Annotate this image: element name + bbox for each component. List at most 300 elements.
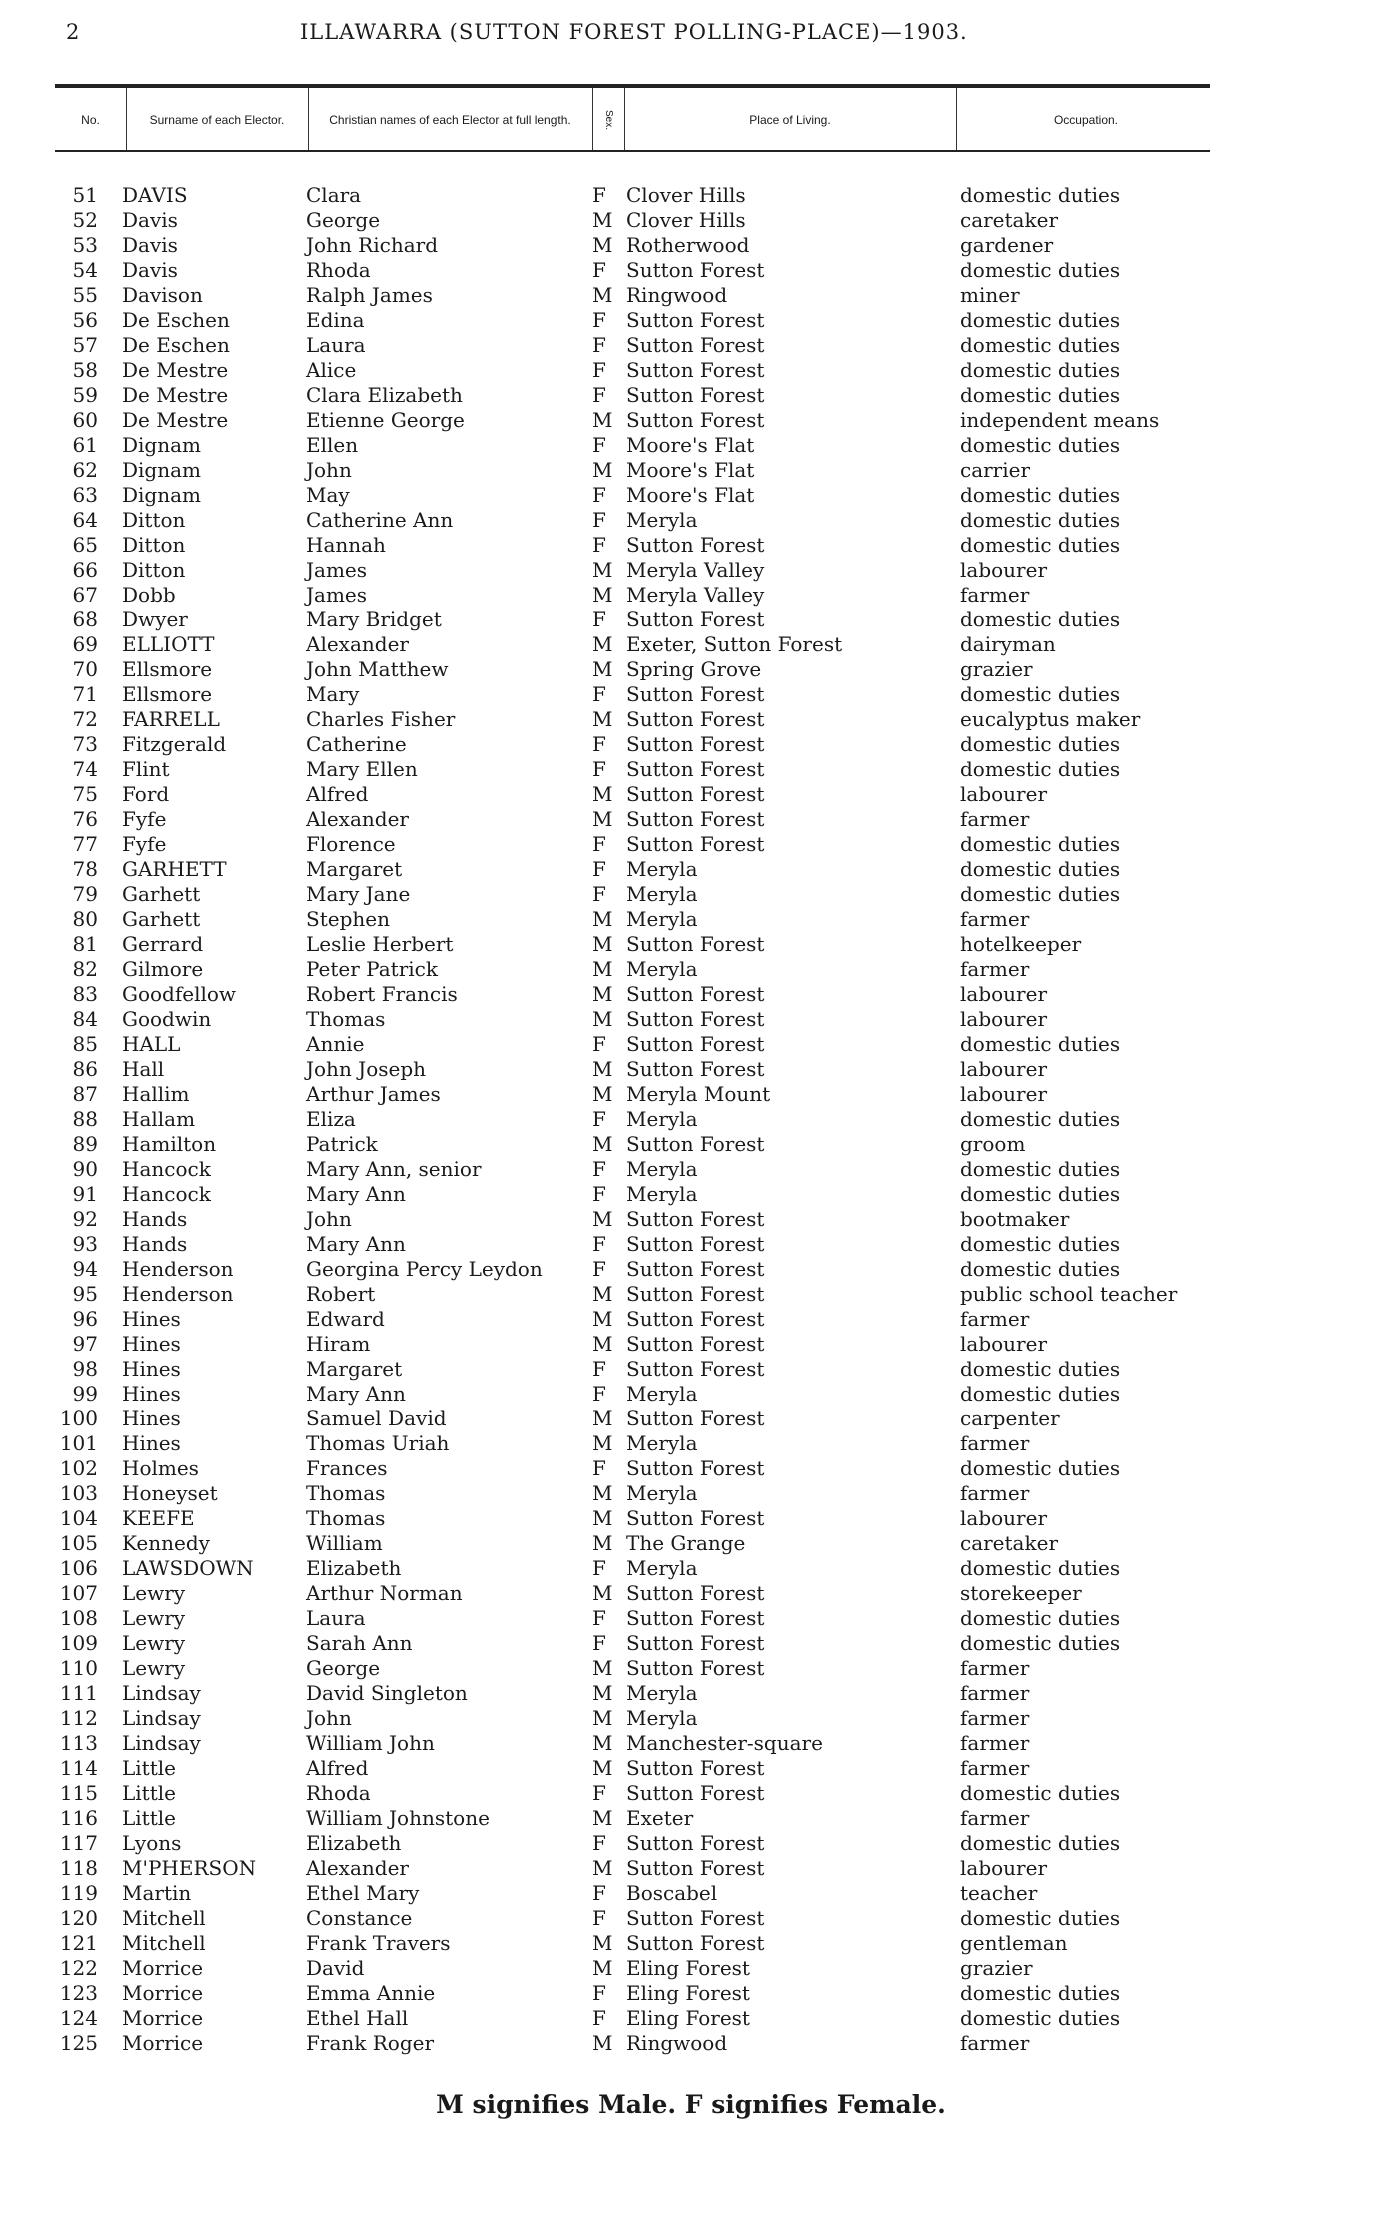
- elector-place-of-living: Sutton Forest: [626, 782, 765, 807]
- column-header-place: Place of Living.: [749, 113, 831, 127]
- elector-number: 114: [59, 1756, 98, 1781]
- elector-occupation: farmer: [960, 1306, 1030, 1331]
- table-row: [0, 458, 1382, 483]
- elector-occupation: domestic duties: [960, 1606, 1121, 1631]
- elector-surname: Little: [122, 1756, 176, 1781]
- elector-surname: GARHETT: [122, 857, 227, 882]
- elector-place-of-living: Sutton Forest: [626, 732, 765, 757]
- elector-occupation: caretaker: [960, 207, 1058, 232]
- elector-surname: Ellsmore: [122, 682, 213, 707]
- elector-occupation: domestic duties: [960, 1031, 1121, 1056]
- elector-occupation: labourer: [960, 1081, 1048, 1106]
- elector-occupation: domestic duties: [960, 183, 1121, 207]
- elector-sex: M: [592, 1406, 613, 1431]
- elector-surname: Little: [122, 1781, 176, 1805]
- elector-occupation: domestic duties: [960, 1156, 1121, 1181]
- elector-surname: Lyons: [122, 1830, 182, 1855]
- table-row: [0, 1931, 1382, 1956]
- elector-occupation: labourer: [960, 1056, 1048, 1081]
- elector-occupation: independent means: [960, 407, 1160, 432]
- elector-christian-names: Constance: [306, 1905, 413, 1930]
- elector-occupation: domestic duties: [960, 507, 1121, 532]
- elector-christian-names: Laura: [306, 332, 366, 357]
- elector-surname: De Eschen: [122, 332, 230, 357]
- elector-number: 79: [72, 882, 98, 907]
- elector-surname: Flint: [122, 757, 170, 782]
- elector-place-of-living: Ringwood: [626, 282, 728, 307]
- elector-christian-names: Eliza: [306, 1106, 356, 1131]
- elector-occupation: farmer: [960, 1681, 1030, 1706]
- elector-occupation: labourer: [960, 782, 1048, 807]
- table-row: [0, 682, 1382, 707]
- elector-occupation: farmer: [960, 1756, 1030, 1781]
- elector-place-of-living: Meryla: [626, 1556, 698, 1581]
- elector-sex: F: [592, 382, 606, 407]
- table-row: [0, 1581, 1382, 1606]
- elector-sex: M: [592, 932, 613, 957]
- elector-sex: F: [592, 357, 606, 382]
- elector-sex: M: [592, 232, 613, 257]
- elector-place-of-living: Sutton Forest: [626, 1306, 765, 1331]
- elector-occupation: farmer: [960, 2030, 1030, 2055]
- table-row: [0, 1382, 1382, 1407]
- elector-sex: F: [592, 1456, 606, 1481]
- elector-place-of-living: Meryla: [626, 1481, 698, 1506]
- elector-surname: Henderson: [122, 1256, 234, 1281]
- elector-place-of-living: Meryla Valley: [626, 557, 765, 582]
- elector-number: 67: [72, 582, 98, 607]
- table-row: [0, 1781, 1382, 1806]
- elector-place-of-living: Ringwood: [626, 2030, 728, 2055]
- elector-occupation: domestic duties: [960, 2005, 1121, 2030]
- table-row: [0, 757, 1382, 782]
- elector-surname: Henderson: [122, 1281, 234, 1306]
- elector-sex: M: [592, 1081, 613, 1106]
- elector-number: 93: [72, 1231, 98, 1256]
- elector-christian-names: John: [306, 457, 352, 482]
- table-row: [0, 1107, 1382, 1132]
- elector-surname: Mitchell: [122, 1930, 206, 1955]
- elector-christian-names: Rhoda: [306, 257, 371, 282]
- elector-number: 108: [59, 1606, 98, 1631]
- elector-place-of-living: Sutton Forest: [626, 1930, 765, 1955]
- elector-sex: M: [592, 1581, 613, 1606]
- elector-surname: Dwyer: [122, 607, 188, 632]
- column-divider: [592, 88, 593, 150]
- table-row: [0, 508, 1382, 533]
- elector-number: 89: [72, 1131, 98, 1156]
- elector-christian-names: Ethel Mary: [306, 1880, 420, 1905]
- table-row: [0, 857, 1382, 882]
- table-row: [0, 1082, 1382, 1107]
- elector-christian-names: Alexander: [306, 807, 409, 832]
- elector-occupation: domestic duties: [960, 1980, 1121, 2005]
- elector-sex: M: [592, 557, 613, 582]
- elector-surname: LAWSDOWN: [122, 1556, 254, 1581]
- column-divider: [126, 88, 127, 150]
- elector-sex: F: [592, 1181, 606, 1206]
- elector-surname: Morrice: [122, 1955, 204, 1980]
- elector-surname: Morrice: [122, 2005, 204, 2030]
- elector-christian-names: William Johnstone: [306, 1805, 490, 1830]
- elector-number: 116: [59, 1805, 98, 1830]
- elector-occupation: labourer: [960, 1006, 1048, 1031]
- table-row: [0, 233, 1382, 258]
- elector-occupation: caretaker: [960, 1531, 1058, 1556]
- elector-place-of-living: Meryla: [626, 1181, 698, 1206]
- elector-place-of-living: Sutton Forest: [626, 357, 765, 382]
- elector-christian-names: George: [306, 1656, 381, 1681]
- elector-place-of-living: Sutton Forest: [626, 757, 765, 782]
- elector-christian-names: Thomas: [306, 1506, 386, 1531]
- header-bottom-rule: [55, 150, 1210, 152]
- elector-christian-names: David Singleton: [306, 1681, 468, 1706]
- elector-number: 109: [59, 1631, 98, 1656]
- elector-sex: F: [592, 1980, 606, 2005]
- elector-christian-names: Frances: [306, 1456, 388, 1481]
- elector-occupation: domestic duties: [960, 1631, 1121, 1656]
- elector-number: 107: [59, 1581, 98, 1606]
- elector-christian-names: Rhoda: [306, 1781, 371, 1805]
- elector-sex: F: [592, 1106, 606, 1131]
- elector-christian-names: Edward: [306, 1306, 385, 1331]
- elector-surname: Little: [122, 1805, 176, 1830]
- elector-occupation: domestic duties: [960, 357, 1121, 382]
- elector-place-of-living: Sutton Forest: [626, 607, 765, 632]
- elector-number: 81: [72, 932, 98, 957]
- elector-christian-names: Robert Francis: [306, 982, 458, 1006]
- elector-christian-names: Edina: [306, 307, 365, 332]
- elector-occupation: domestic duties: [960, 382, 1121, 407]
- elector-christian-names: Samuel David: [306, 1406, 447, 1431]
- elector-christian-names: David: [306, 1955, 365, 1980]
- elector-surname: Hines: [122, 1381, 181, 1406]
- elector-place-of-living: Sutton Forest: [626, 932, 765, 957]
- elector-number: 61: [72, 432, 98, 457]
- elector-surname: Morrice: [122, 1980, 204, 2005]
- elector-number: 113: [59, 1731, 98, 1756]
- elector-sex: M: [592, 1805, 613, 1830]
- elector-number: 57: [72, 332, 98, 357]
- elector-christian-names: John Richard: [306, 232, 439, 257]
- elector-christian-names: Thomas: [306, 1481, 386, 1506]
- elector-surname: Ford: [122, 782, 170, 807]
- elector-christian-names: Clara Elizabeth: [306, 382, 463, 407]
- elector-occupation: labourer: [960, 982, 1048, 1006]
- table-row: [0, 1307, 1382, 1332]
- elector-place-of-living: Moore's Flat: [626, 482, 755, 507]
- elector-sex: F: [592, 832, 606, 857]
- elector-sex: M: [592, 207, 613, 232]
- elector-sex: M: [592, 1481, 613, 1506]
- elector-christian-names: Clara: [306, 183, 362, 207]
- elector-place-of-living: Eling Forest: [626, 1955, 750, 1980]
- table-row: [0, 558, 1382, 583]
- table-row: [0, 258, 1382, 283]
- elector-christian-names: James: [306, 557, 368, 582]
- elector-surname: Mitchell: [122, 1905, 206, 1930]
- elector-place-of-living: Meryla: [626, 507, 698, 532]
- elector-occupation: domestic duties: [960, 682, 1121, 707]
- elector-surname: Dobb: [122, 582, 176, 607]
- elector-place-of-living: Meryla: [626, 1381, 698, 1406]
- elector-surname: Goodfellow: [122, 982, 237, 1006]
- elector-number: 104: [59, 1506, 98, 1531]
- elector-sex: M: [592, 1681, 613, 1706]
- elector-surname: Honeyset: [122, 1481, 218, 1506]
- elector-surname: Hands: [122, 1231, 188, 1256]
- elector-number: 105: [59, 1531, 98, 1556]
- elector-place-of-living: Sutton Forest: [626, 682, 765, 707]
- elector-place-of-living: Sutton Forest: [626, 1506, 765, 1531]
- elector-occupation: domestic duties: [960, 1256, 1121, 1281]
- elector-occupation: labourer: [960, 1506, 1048, 1531]
- elector-surname: Fyfe: [122, 832, 167, 857]
- sex-legend: M signifies Male. F signifies Female.: [436, 2090, 946, 2119]
- elector-christian-names: John: [306, 1206, 352, 1231]
- elector-sex: M: [592, 707, 613, 732]
- elector-surname: Dignam: [122, 457, 202, 482]
- table-row: [0, 1656, 1382, 1681]
- elector-christian-names: Stephen: [306, 907, 390, 932]
- elector-surname: Lindsay: [122, 1706, 201, 1731]
- elector-place-of-living: Sutton Forest: [626, 307, 765, 332]
- elector-place-of-living: Meryla Valley: [626, 582, 765, 607]
- elector-place-of-living: Eling Forest: [626, 2005, 750, 2030]
- elector-sex: M: [592, 807, 613, 832]
- elector-occupation: farmer: [960, 582, 1030, 607]
- elector-christian-names: Peter Patrick: [306, 957, 438, 982]
- elector-sex: F: [592, 607, 606, 632]
- table-row: [0, 732, 1382, 757]
- table-row: [0, 1956, 1382, 1981]
- elector-number: 54: [72, 257, 98, 282]
- elector-occupation: public school teacher: [960, 1281, 1178, 1306]
- elector-sex: F: [592, 1556, 606, 1581]
- elector-christian-names: Margaret: [306, 857, 403, 882]
- elector-place-of-living: Sutton Forest: [626, 532, 765, 557]
- elector-number: 70: [72, 657, 98, 682]
- elector-occupation: domestic duties: [960, 1905, 1121, 1930]
- elector-surname: Davis: [122, 232, 178, 257]
- elector-sex: M: [592, 457, 613, 482]
- elector-surname: Lewry: [122, 1631, 186, 1656]
- elector-place-of-living: Sutton Forest: [626, 1256, 765, 1281]
- elector-surname: Lewry: [122, 1606, 186, 1631]
- elector-surname: Kennedy: [122, 1531, 210, 1556]
- elector-christian-names: Mary Bridget: [306, 607, 442, 632]
- elector-sex: F: [592, 757, 606, 782]
- elector-occupation: domestic duties: [960, 257, 1121, 282]
- elector-place-of-living: Sutton Forest: [626, 407, 765, 432]
- elector-number: 69: [72, 632, 98, 657]
- elector-occupation: domestic duties: [960, 1556, 1121, 1581]
- elector-place-of-living: Meryla: [626, 1431, 698, 1456]
- elector-occupation: farmer: [960, 1731, 1030, 1756]
- elector-sex: F: [592, 507, 606, 532]
- elector-number: 74: [72, 757, 98, 782]
- elector-christian-names: Mary Jane: [306, 882, 411, 907]
- table-row: [0, 1207, 1382, 1232]
- table-row: [0, 533, 1382, 558]
- elector-surname: Hall: [122, 1056, 165, 1081]
- elector-christian-names: May: [306, 482, 350, 507]
- column-header-surname: Surname of each Elector.: [149, 113, 285, 127]
- elector-surname: Hines: [122, 1431, 181, 1456]
- elector-surname: Gilmore: [122, 957, 204, 982]
- column-header-no: No.: [81, 113, 100, 127]
- elector-christian-names: James: [306, 582, 368, 607]
- table-row: [0, 1706, 1382, 1731]
- elector-sex: M: [592, 1281, 613, 1306]
- elector-christian-names: Mary Ellen: [306, 757, 418, 782]
- elector-place-of-living: Sutton Forest: [626, 1756, 765, 1781]
- table-row: [0, 583, 1382, 608]
- elector-number: 106: [59, 1556, 98, 1581]
- elector-christian-names: Ellen: [306, 432, 359, 457]
- elector-number: 77: [72, 832, 98, 857]
- elector-sex: F: [592, 1880, 606, 1905]
- table-row: [0, 483, 1382, 508]
- table-row: [0, 782, 1382, 807]
- elector-sex: F: [592, 1231, 606, 1256]
- elector-occupation: domestic duties: [960, 532, 1121, 557]
- elector-christian-names: Elizabeth: [306, 1556, 402, 1581]
- elector-place-of-living: Meryla: [626, 957, 698, 982]
- table-row: [0, 632, 1382, 657]
- elector-occupation: teacher: [960, 1880, 1038, 1905]
- elector-sex: F: [592, 1631, 606, 1656]
- elector-sex: M: [592, 1431, 613, 1456]
- elector-number: 58: [72, 357, 98, 382]
- elector-christian-names: Catherine Ann: [306, 507, 454, 532]
- elector-number: 82: [72, 957, 98, 982]
- elector-number: 75: [72, 782, 98, 807]
- elector-sex: F: [592, 332, 606, 357]
- elector-number: 117: [59, 1830, 98, 1855]
- elector-occupation: farmer: [960, 1481, 1030, 1506]
- elector-christian-names: Etienne George: [306, 407, 465, 432]
- table-row: [0, 1556, 1382, 1581]
- elector-occupation: domestic duties: [960, 1381, 1121, 1406]
- elector-sex: M: [592, 2030, 613, 2055]
- elector-sex: M: [592, 1930, 613, 1955]
- elector-surname: Ditton: [122, 532, 186, 557]
- elector-christian-names: Georgina Percy Leydon: [306, 1256, 543, 1281]
- elector-place-of-living: Meryla: [626, 1106, 698, 1131]
- elector-surname: Lewry: [122, 1581, 186, 1606]
- elector-number: 51: [72, 183, 98, 207]
- elector-number: 119: [59, 1880, 98, 1905]
- table-row: [0, 1232, 1382, 1257]
- table-row: [0, 308, 1382, 333]
- elector-number: 63: [72, 482, 98, 507]
- table-row: [0, 607, 1382, 632]
- elector-place-of-living: Sutton Forest: [626, 1031, 765, 1056]
- elector-place-of-living: The Grange: [626, 1531, 746, 1556]
- elector-christian-names: Arthur Norman: [306, 1581, 463, 1606]
- elector-number: 86: [72, 1056, 98, 1081]
- elector-sex: M: [592, 1131, 613, 1156]
- elector-christian-names: Sarah Ann: [306, 1631, 413, 1656]
- elector-surname: Hines: [122, 1306, 181, 1331]
- elector-number: 95: [72, 1281, 98, 1306]
- elector-occupation: domestic duties: [960, 1781, 1121, 1805]
- elector-sex: F: [592, 1356, 606, 1381]
- elector-place-of-living: Meryla: [626, 907, 698, 932]
- elector-number: 73: [72, 732, 98, 757]
- table-row: [0, 932, 1382, 957]
- table-row: [0, 832, 1382, 857]
- elector-place-of-living: Rotherwood: [626, 232, 750, 257]
- elector-surname: Garhett: [122, 907, 201, 932]
- elector-number: 59: [72, 382, 98, 407]
- elector-christian-names: John Joseph: [306, 1056, 427, 1081]
- elector-occupation: domestic duties: [960, 432, 1121, 457]
- table-row: [0, 1806, 1382, 1831]
- elector-number: 115: [59, 1781, 98, 1805]
- elector-place-of-living: Spring Grove: [626, 657, 762, 682]
- table-row: [0, 1631, 1382, 1656]
- elector-place-of-living: Eling Forest: [626, 1980, 750, 2005]
- elector-number: 56: [72, 307, 98, 332]
- elector-occupation: domestic duties: [960, 832, 1121, 857]
- table-row: [0, 1531, 1382, 1556]
- elector-christian-names: George: [306, 207, 381, 232]
- table-row: [0, 1007, 1382, 1032]
- elector-surname: HALL: [122, 1031, 181, 1056]
- elector-place-of-living: Sutton Forest: [626, 807, 765, 832]
- elector-sex: M: [592, 1955, 613, 1980]
- elector-sex: M: [592, 1531, 613, 1556]
- elector-place-of-living: Sutton Forest: [626, 1855, 765, 1880]
- elector-christian-names: Catherine: [306, 732, 407, 757]
- elector-number: 90: [72, 1156, 98, 1181]
- elector-christian-names: Robert: [306, 1281, 376, 1306]
- electors-list: [0, 183, 1382, 2056]
- elector-sex: F: [592, 432, 606, 457]
- elector-surname: Martin: [122, 1880, 192, 1905]
- elector-christian-names: Florence: [306, 832, 396, 857]
- elector-number: 111: [59, 1681, 98, 1706]
- elector-surname: Hines: [122, 1356, 181, 1381]
- table-row: [0, 1157, 1382, 1182]
- elector-sex: F: [592, 1781, 606, 1805]
- elector-surname: Fyfe: [122, 807, 167, 832]
- column-header-occupation: Occupation.: [1053, 113, 1119, 127]
- elector-number: 110: [59, 1656, 98, 1681]
- elector-surname: M'PHERSON: [122, 1855, 257, 1880]
- elector-christian-names: William John: [306, 1731, 435, 1756]
- elector-place-of-living: Meryla: [626, 1706, 698, 1731]
- elector-place-of-living: Sutton Forest: [626, 832, 765, 857]
- elector-place-of-living: Sutton Forest: [626, 382, 765, 407]
- elector-sex: M: [592, 1056, 613, 1081]
- elector-place-of-living: Sutton Forest: [626, 332, 765, 357]
- header-top-rule: [55, 84, 1210, 88]
- elector-place-of-living: Sutton Forest: [626, 707, 765, 732]
- elector-occupation: gentleman: [960, 1930, 1068, 1955]
- elector-number: 52: [72, 207, 98, 232]
- elector-occupation: labourer: [960, 1331, 1048, 1356]
- elector-christian-names: Leslie Herbert: [306, 932, 454, 957]
- elector-place-of-living: Clover Hills: [626, 183, 746, 207]
- table-row: [0, 383, 1382, 408]
- elector-sex: M: [592, 907, 613, 932]
- elector-occupation: domestic duties: [960, 482, 1121, 507]
- elector-number: 122: [59, 1955, 98, 1980]
- elector-occupation: domestic duties: [960, 307, 1121, 332]
